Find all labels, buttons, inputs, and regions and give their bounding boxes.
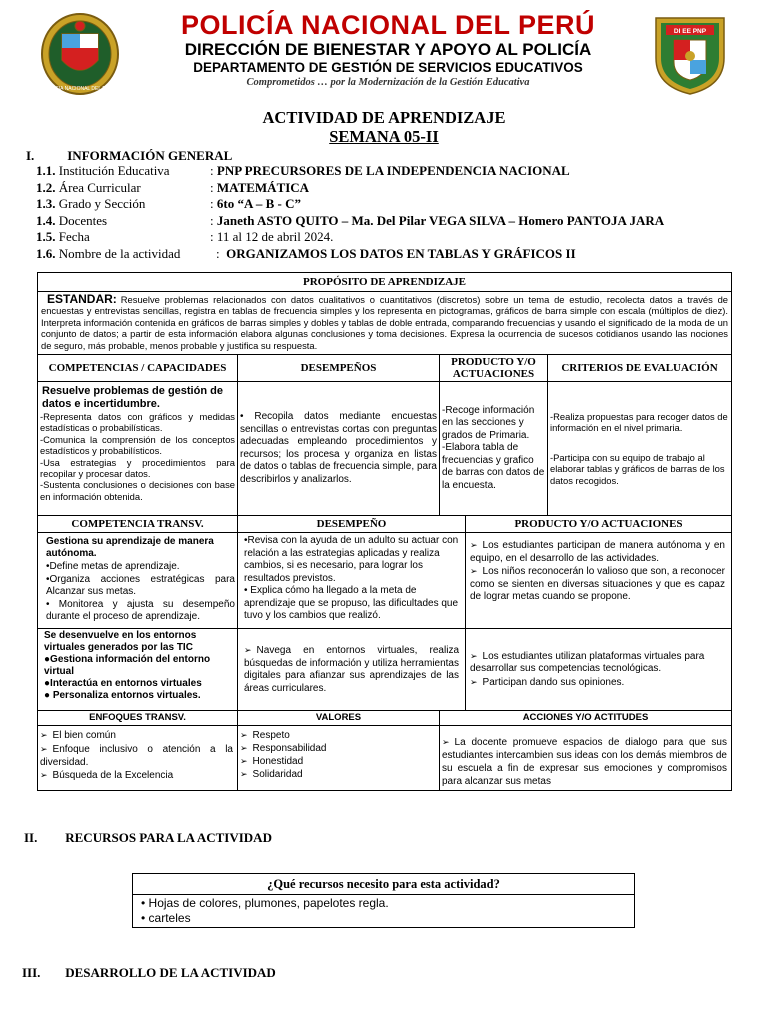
info-value: MATEMÁTICA (216, 179, 310, 195)
tic-desempeno-text: Navega en entornos virtuales, realiza búsquedas de información y utiliza herramientas digitales para afianzar sus aprendizajes de las áreas curriculares. (244, 645, 459, 694)
competencia-title: Resuelve problemas de gestión de datos e incertidumbre. (42, 385, 223, 410)
resource-item: • Hojas de colores, plumones, papelotes regla. (141, 896, 389, 910)
standard-label: ESTANDAR: (47, 292, 117, 306)
producto-item: -Recoge información en las secciones y grados de Primaria. (442, 404, 535, 441)
chevron-bullet-icon (442, 737, 455, 748)
tic-capacidad-item: ●Gestiona información del entorno virtual (44, 654, 211, 678)
col-header-criterios: CRITERIOS DE EVALUACIÓN (548, 355, 732, 382)
section-number: III. (22, 965, 41, 980)
section-label: INFORMACIÓN GENERAL (67, 148, 233, 163)
valor-item: ➢ Respeto (240, 729, 435, 742)
department-name: DEPARTAMENTO DE GESTIÓN DE SERVICIOS EDUCATIVOS (193, 60, 583, 75)
section-heading-1 (26, 148, 232, 164)
valor-item: ➢ Honestidad (240, 755, 435, 768)
section-heading-2 (24, 830, 272, 846)
resource-item-text: Hojas de colores, plumones, papelotes regla. (148, 896, 389, 910)
info-separator: : (210, 229, 214, 244)
letterhead (38, 10, 738, 102)
resources-list-cell (133, 895, 635, 928)
logo-left-caption: POLICIA NACIONAL DEL PERU (43, 86, 117, 92)
info-row (36, 180, 756, 197)
info-value: 6to “A – B - C” (216, 196, 302, 211)
section-label: RECURSOS PARA LA ACTIVIDAD (65, 830, 272, 845)
tic-producto-cell (466, 629, 732, 711)
resources-table (132, 873, 635, 928)
document-title: ACTIVIDAD DE APRENDIZAJE (262, 108, 506, 127)
chevron-bullet-icon (244, 645, 257, 656)
transv-producto-item: ➢ Los niños reconocerán lo valioso que son, a reconocer como se sienten en diversas situaciones y que es capaz de lograr metas cuando se propone. (470, 565, 725, 604)
producto-cell (440, 382, 548, 516)
tic-capacidad-item: ●Interactúa en entornos virtuales (44, 678, 202, 690)
transv-capacidad-item: •Organiza acciones estratégicas para Alcanzar sus metas. (46, 573, 235, 598)
col-header-producto: PRODUCTO Y/O ACTUACIONES (440, 355, 548, 382)
tic-producto-item: ➢ Participan dando sus opiniones. (470, 676, 725, 690)
capacidad-item: -Usa estrategias y procedimientos para recopilar y procesar datos. (40, 456, 235, 480)
criterios-cell (548, 382, 732, 516)
info-label: Grado y Sección (58, 196, 146, 211)
tic-capacidad-item: ● Personaliza entornos virtuales. (44, 690, 201, 702)
info-number: 1.6. (36, 245, 56, 261)
col-header-desempenos: DESEMPEÑOS (238, 355, 440, 382)
info-separator: : (210, 163, 214, 178)
standard-cell (38, 292, 732, 355)
competencias-cell (38, 382, 238, 516)
enfoque-item: ➢ Enfoque inclusivo o atención a la diversidad. (40, 743, 233, 770)
enfoque-item: ➢ El bien común (40, 729, 233, 743)
transv-producto-item: ➢ Los estudiantes participan de manera autónoma y en equipo, en el desarrollo de las actividades. (470, 539, 725, 565)
purpose-header: PROPÓSITO DE APRENDIZAJE (38, 273, 732, 292)
info-number: 1.2. (36, 179, 56, 195)
col-header-competencias: COMPETENCIAS / CAPACIDADES (38, 355, 238, 382)
enfoque-item: ➢ Búsqueda de la Excelencia (40, 769, 233, 783)
producto-item: -Elabora tabla de frecuencias y grafico de barras con datos de la encuesta. (442, 442, 545, 491)
section-label: DESARROLLO DE LA ACTIVIDAD (65, 965, 276, 980)
info-label: Docentes (58, 212, 108, 228)
week-title: SEMANA 05-II (329, 127, 439, 146)
tic-producto-item: ➢ Los estudiantes utilizan plataformas virtuales para desarrollar sus competencias tecnológicas. (470, 650, 725, 676)
transv-competencia-cell (38, 533, 238, 629)
valor-item: ➢ Responsabilidad (240, 742, 435, 755)
col-header-valores: VALORES (238, 711, 440, 726)
directorate-name: DIRECCIÓN DE BIENESTAR Y APOYO AL POLICÍA (184, 40, 592, 59)
info-number: 1.1. (36, 163, 56, 178)
info-number: 1.3. (36, 196, 56, 211)
info-number: 1.4. (36, 212, 56, 228)
tic-competencia-title: Se desenvuelve en los entornos virtuales generados por las TIC (44, 630, 197, 654)
col-header-competencia-transv: COMPETENCIA TRANSV. (38, 516, 238, 533)
info-value: PNP PRECURSORES DE LA INDEPENDENCIA NACIONAL (216, 163, 570, 178)
info-row (36, 246, 756, 263)
info-label: Fecha (58, 229, 90, 244)
pnp-emblem-logo (40, 12, 120, 96)
logo-right-caption: DI EE PNP (673, 28, 707, 35)
info-row (36, 163, 756, 180)
motto: Comprometidos … por la Modernización de la Gestión Educativa (246, 77, 530, 88)
diee-shield-logo (650, 12, 730, 96)
transv-desempeno-cell (238, 533, 466, 629)
info-value: 11 al 12 de abril 2024. (216, 229, 334, 244)
info-row (36, 196, 756, 213)
valores-cell (238, 726, 440, 791)
info-row (36, 213, 756, 230)
criterio-item: -Realiza propuestas para recoger datos de información en el nivel primaria. (550, 411, 728, 434)
resources-header: ¿Qué recursos necesito para esta actividad? (133, 874, 635, 895)
transv-capacidad-item: • Monitorea y ajusta su desempeño durante el proceso de aprendizaje. (46, 598, 235, 623)
info-value: ORGANIZAMOS LOS DATOS EN TABLAS Y GRÁFICOS II (226, 245, 576, 261)
col-header-acciones: ACCIONES Y/O ACTITUDES (440, 711, 732, 726)
tic-competencia-cell (38, 629, 238, 711)
valor-item: ➢ Solidaridad (240, 768, 435, 781)
info-separator: : (210, 212, 214, 228)
info-label: Área Curricular (58, 179, 141, 195)
transv-competencia-title: Gestiona su aprendizaje de manera autónoma. (46, 536, 214, 560)
section-number: II. (24, 830, 38, 845)
transv-desempeno-item: • Explica cómo ha llegado a la meta de aprendizaje que se propuso, las dificultades que tuvo y los cambios que realizó. (244, 585, 459, 622)
institution-name: POLICÍA NACIONAL DEL PERÚ (180, 10, 596, 40)
transv-producto-cell (466, 533, 732, 629)
general-info-list (36, 163, 756, 262)
enfoques-cell (38, 726, 238, 791)
transv-desempeno-item: •Revisa con la ayuda de un adulto su actuar con relación a las estrategias aplicadas y realiza cambios, si es necesario, para lograr los resultados previstos. (244, 535, 459, 584)
col-header-desempeno-transv: DESEMPEÑO (238, 516, 466, 533)
tic-desempeno-cell (238, 629, 466, 711)
info-separator: : (210, 196, 214, 211)
info-value: Janeth ASTO QUITO – Ma. Del Pilar VEGA SILVA – Homero PANTOJA JARA (216, 212, 665, 228)
acciones-cell (440, 726, 732, 791)
info-label: Nombre de la actividad (58, 245, 181, 261)
standard-text: Resuelve problemas relacionados con datos cualitativos o cuantitativos (discretos) sobre un tema de estudio, recolecta datos a través de encuestas y entrevistas sencillas, registra en tablas de frecuencia simples y los representa en pictogramas, gráficos de barra simple con escala (múltiplos de diez). Interpreta información contenida en gráficos de barras simples y dobles y tablas de doble entrada, comparando frecuencias y usando el significado de la moda de un conjunto de datos; a partir de esta información elabora algunas conclusiones y toma decisiones. Expresa la ocurrencia de sucesos cotidianos usando las nociones de seguro, más probable, menos probable y justifica su respuesta. (41, 294, 728, 351)
criterio-item: -Participa con su equipo de trabajo al elaborar tablas y gráficos de barras de los datos recogidos. (550, 451, 725, 486)
info-label: Institución Educativa (58, 163, 170, 178)
col-header-producto-transv: PRODUCTO Y/O ACTUACIONES (466, 516, 732, 533)
info-separator: : (216, 245, 220, 261)
capacidad-item: -Representa datos con gráficos y medidas estadísticas o probabilísticas. (40, 411, 235, 434)
learning-purpose-table (37, 272, 732, 791)
transv-capacidad-item: •Define metas de aprendizaje. (46, 561, 180, 573)
letterhead-text (128, 10, 648, 90)
desempeno-cell: • Recopila datos mediante encuestas sencillas o entrevistas cortas con preguntas adecuadas empleando procedimientos y recursos; los procesa y organiza en listas de datos o tablas de frecuencia simple, para describirlos y analizarlos. (238, 382, 440, 516)
resource-item: • carteles (141, 911, 191, 925)
section-heading-3 (22, 965, 276, 981)
capacidad-item: -Comunica la comprensión de los conceptos estadísticos y probabilísticos. (40, 433, 235, 457)
col-header-enfoques: ENFOQUES TRANSV. (38, 711, 238, 726)
acciones-text: La docente promueve espacios de dialogo para que sus estudiantes intercambien sus ideas con los demás miembros de su escuela a fin de expresar sus emociones y compromisos para alcanzar sus metas (442, 737, 727, 788)
info-separator: : (210, 179, 214, 195)
section-number: I. (26, 148, 35, 163)
info-row (36, 229, 756, 246)
resource-item-text: carteles (148, 911, 191, 925)
info-number: 1.5. (36, 229, 56, 244)
capacidad-item: -Sustenta conclusiones o decisiones con base en información obtenida. (40, 479, 235, 502)
